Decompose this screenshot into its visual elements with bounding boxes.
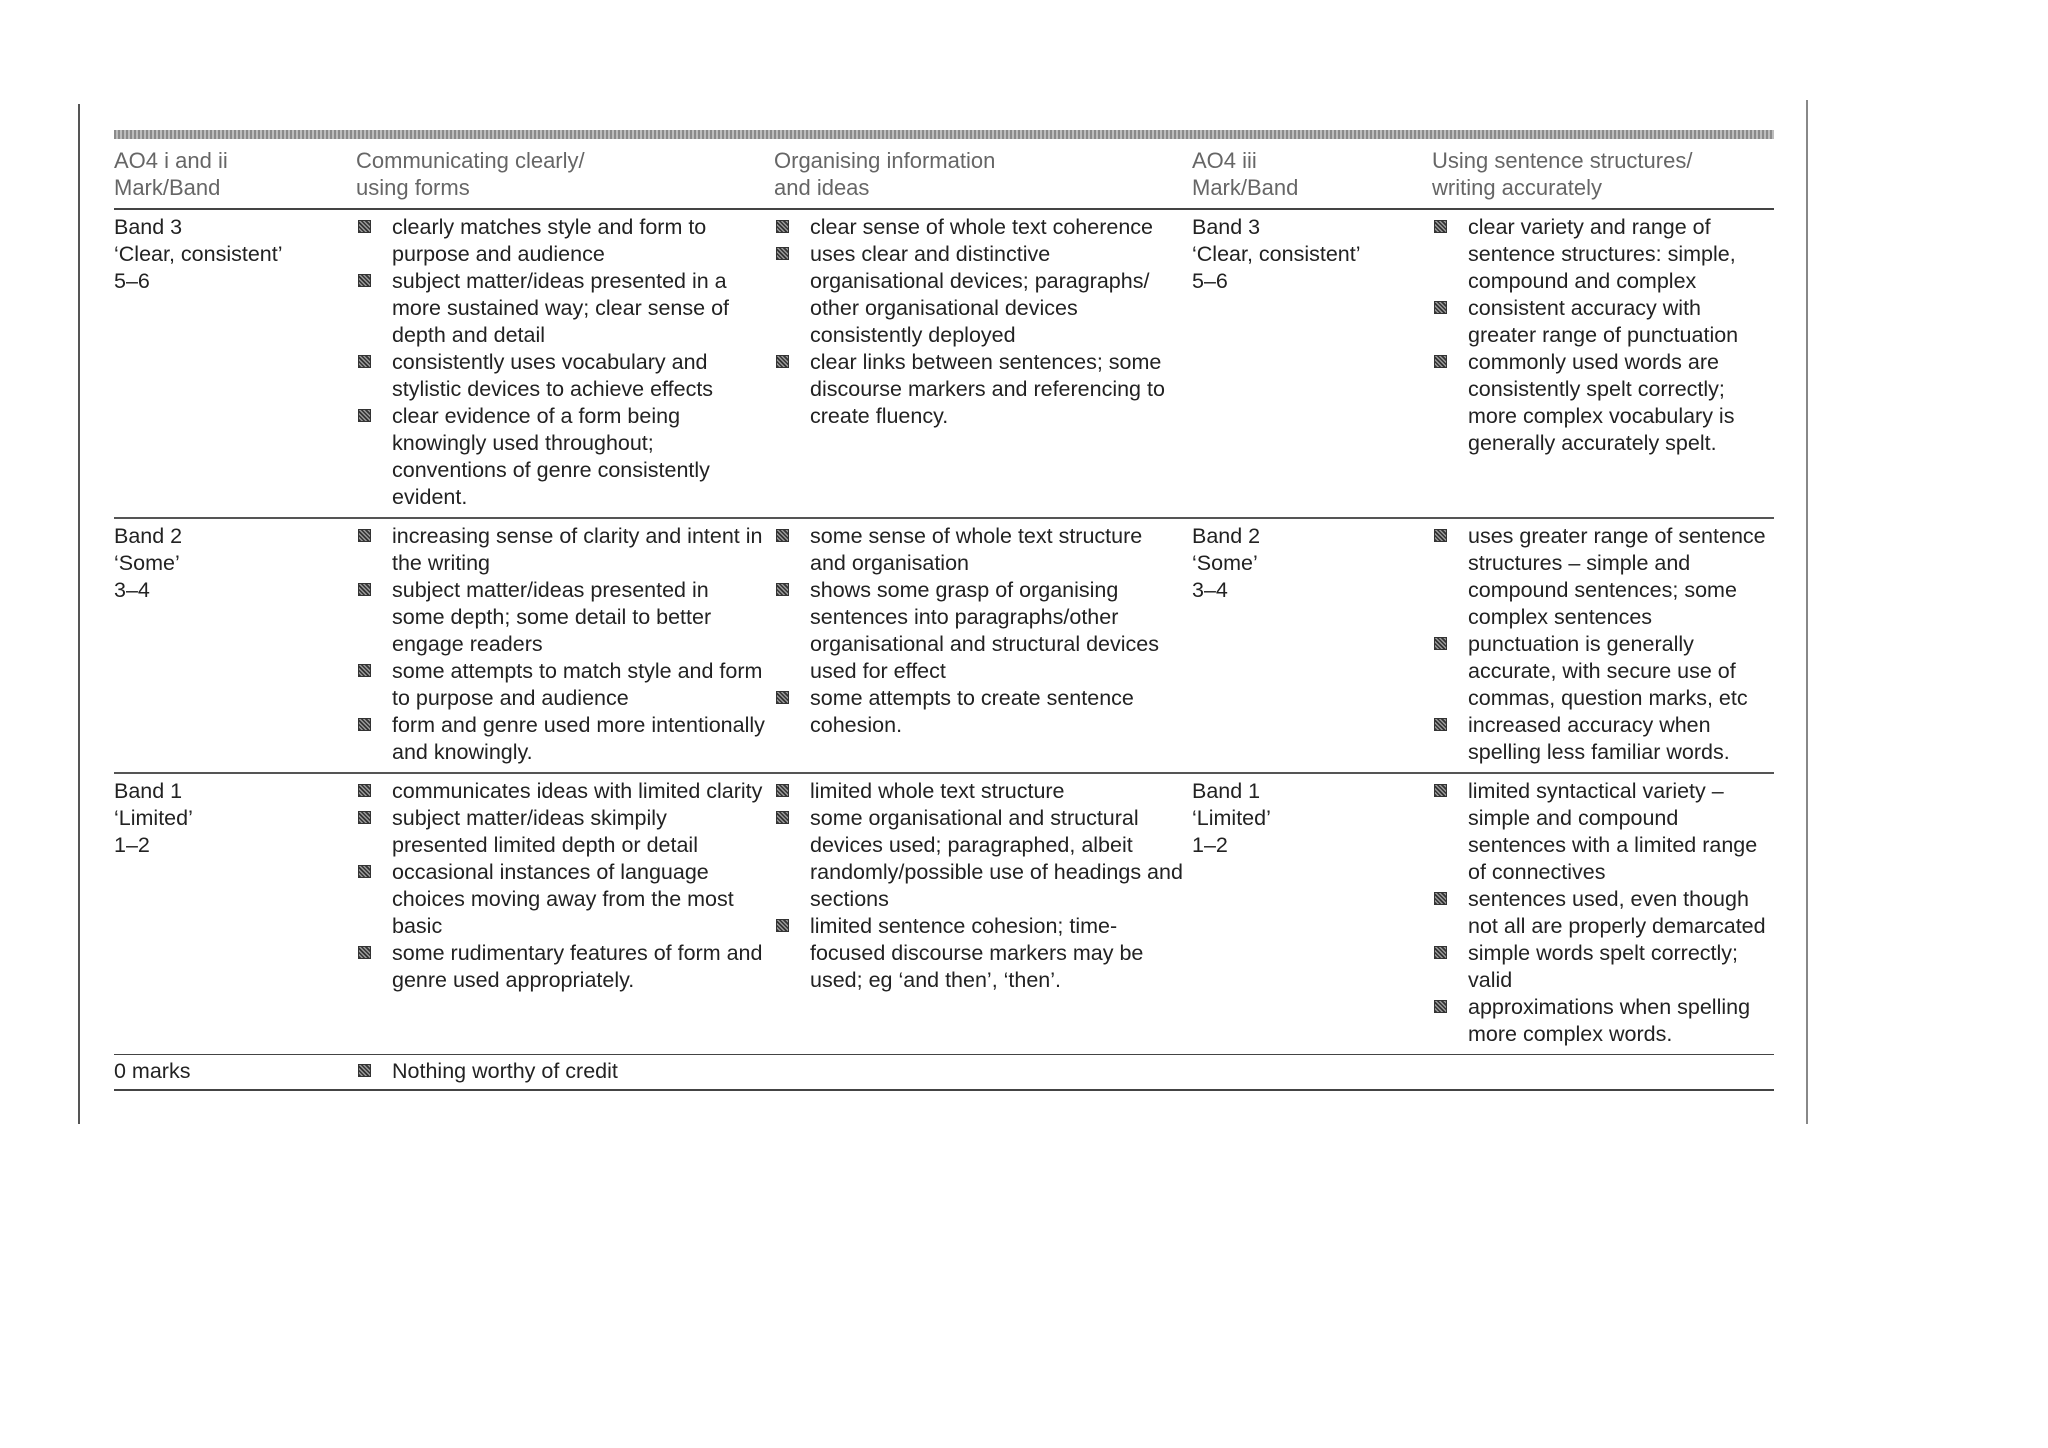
hatched-square-bullet-icon — [358, 784, 371, 797]
criterion-text: punctuation is generally accurate, with secure use of commas, question marks, etc — [1468, 632, 1748, 710]
band-mark-cell-ao4iii — [1192, 209, 1432, 518]
list-item — [1432, 778, 1766, 886]
hatched-square-bullet-icon — [358, 529, 371, 542]
criterion-text: clear links between sentences; some discourse markers and referencing to create fluency. — [810, 350, 1165, 428]
hatched-square-bullet-icon — [1434, 718, 1447, 731]
hatched-square-bullet-icon — [358, 220, 371, 233]
criterion-text: some attempts to create sentence cohesion. — [810, 686, 1134, 737]
criterion-text: limited syntactical variety – simple and compound sentences with a limited range of connectives — [1468, 779, 1758, 884]
hatched-square-bullet-icon — [776, 247, 789, 260]
band-row — [114, 518, 1774, 773]
hatched-square-bullet-icon — [1434, 637, 1447, 650]
header-communicating: Communicating clearly/ using forms — [356, 141, 774, 209]
criterion-text: clear evidence of a form being knowingly used throughout; conventions of genre consistently evident. — [392, 404, 710, 509]
criterion-text: some sense of whole text structure and organisation — [810, 524, 1143, 575]
band-mark-cell-ao4iii — [1192, 518, 1432, 773]
left-margin-rule — [78, 104, 80, 1124]
band-mark-line: ‘Clear, consistent’ — [1192, 242, 1361, 266]
list-item — [356, 940, 766, 994]
hatched-square-bullet-icon — [358, 355, 371, 368]
hatched-square-bullet-icon — [358, 811, 371, 824]
list-item — [774, 214, 1184, 241]
hatched-square-bullet-icon — [1434, 355, 1447, 368]
criterion-text: clearly matches style and form to purpose and audience — [392, 215, 707, 266]
list-item — [1432, 940, 1766, 994]
hatched-square-bullet-icon — [358, 583, 371, 596]
criterion-text: subject matter/ideas presented in a more sustained way; clear sense of depth and detail — [392, 269, 729, 347]
list-item — [774, 349, 1184, 430]
organising-cell — [774, 773, 1192, 1055]
criteria-list — [1432, 778, 1766, 1048]
communicating-cell — [356, 518, 774, 773]
list-item — [356, 577, 766, 658]
list-item — [774, 577, 1184, 685]
hatched-square-bullet-icon — [358, 946, 371, 959]
band-mark-line: ‘Limited’ — [114, 806, 193, 830]
band-mark-line: ‘Limited’ — [1192, 806, 1271, 830]
criterion-text: uses clear and distinctive organisational devices; paragraphs/ other organisational devices consistently deployed — [810, 242, 1150, 347]
criteria-list — [356, 214, 766, 511]
band-row — [114, 773, 1774, 1055]
criterion-text: clear variety and range of sentence structures: simple, compound and complex — [1468, 215, 1736, 293]
hatched-square-bullet-icon — [358, 1064, 371, 1077]
band-row — [114, 209, 1774, 518]
marking-grid-table — [114, 141, 1774, 1091]
list-item — [356, 712, 766, 766]
right-margin-rule — [1806, 100, 1808, 1124]
criterion-text: communicates ideas with limited clarity — [392, 779, 763, 803]
criteria-list — [356, 778, 766, 994]
list-item — [1432, 523, 1766, 631]
list-item — [356, 349, 766, 403]
list-item — [356, 214, 766, 268]
band-mark-cell — [114, 518, 356, 773]
hatched-square-bullet-icon — [776, 355, 789, 368]
band-mark-cell-ao4iii — [1192, 773, 1432, 1055]
hatched-square-bullet-icon — [358, 664, 371, 677]
hatched-square-bullet-icon — [776, 919, 789, 932]
band-mark-line: ‘Some’ — [1192, 551, 1258, 575]
list-item — [356, 658, 766, 712]
criterion-text: consistent accuracy with greater range of punctuation — [1468, 296, 1739, 347]
hatched-square-bullet-icon — [358, 274, 371, 287]
sentences-cell — [1432, 773, 1774, 1055]
list-item — [1432, 994, 1766, 1048]
hatched-square-bullet-icon — [1434, 301, 1447, 314]
band-mark-cell — [114, 209, 356, 518]
list-item — [1432, 214, 1766, 295]
criterion-text: subject matter/ideas presented in some depth; some detail to better engage readers — [392, 578, 712, 656]
organising-cell — [774, 209, 1192, 518]
header-ao4-iii: AO4 iii Mark/Band — [1192, 141, 1432, 209]
criterion-text: occasional instances of language choices moving away from the most basic — [392, 860, 734, 938]
criterion-text: approximations when spelling more complex words. — [1468, 995, 1751, 1046]
criterion-text: uses greater range of sentence structures – simple and compound sentences; some complex sentences — [1468, 524, 1766, 629]
criterion-text: limited sentence cohesion; time-focused discourse markers may be used; eg ‘and then’, ‘then’. — [810, 914, 1144, 992]
hatched-square-bullet-icon — [358, 409, 371, 422]
band-mark-line: Band 2 — [1192, 524, 1261, 548]
header-row — [114, 141, 1774, 209]
list-item — [356, 805, 766, 859]
hatched-square-bullet-icon — [776, 220, 789, 233]
list-item — [774, 778, 1184, 805]
band-mark-line: Band 2 — [114, 524, 183, 548]
list-item — [774, 685, 1184, 739]
zero-marks-row — [114, 1055, 1774, 1091]
band-mark-line: 5–6 — [1192, 269, 1228, 293]
criteria-list — [774, 778, 1184, 994]
band-mark-line: ‘Clear, consistent’ — [114, 242, 283, 266]
band-mark-line: 3–4 — [1192, 578, 1228, 602]
band-mark-cell — [114, 773, 356, 1055]
hatched-square-bullet-icon — [1434, 529, 1447, 542]
communicating-cell — [356, 773, 774, 1055]
list-item — [356, 778, 766, 805]
list-item — [774, 805, 1184, 913]
hatched-square-bullet-icon — [776, 811, 789, 824]
hatched-square-bullet-icon — [776, 583, 789, 596]
header-ao4-i-ii: AO4 i and ii Mark/Band — [114, 141, 356, 209]
communicating-cell — [356, 209, 774, 518]
criterion-text: some organisational and structural devices used; paragraphed, albeit randomly/possible use of headings and sections — [810, 806, 1183, 911]
criterion-text: some attempts to match style and form to purpose and audience — [392, 659, 763, 710]
band-mark-line: 1–2 — [1192, 833, 1228, 857]
list-item — [1432, 349, 1766, 457]
list-item — [356, 268, 766, 349]
criterion-text: form and genre used more intentionally and knowingly. — [392, 713, 765, 764]
criterion-text: increasing sense of clarity and intent in the writing — [392, 524, 763, 575]
hatched-square-bullet-icon — [776, 691, 789, 704]
criteria-list — [1432, 523, 1766, 766]
list-item: Nothing worthy of credit — [356, 1058, 1766, 1085]
hatched-square-bullet-icon — [1434, 892, 1447, 905]
list-item — [1432, 295, 1766, 349]
criterion-text: simple words spelt correctly; valid — [1468, 941, 1739, 992]
criterion-text: some rudimentary features of form and genre used appropriately. — [392, 941, 763, 992]
criteria-list — [356, 523, 766, 766]
hatched-square-bullet-icon — [1434, 220, 1447, 233]
list-item — [356, 523, 766, 577]
header-organising: Organising information and ideas — [774, 141, 1192, 209]
list-item — [774, 241, 1184, 349]
criterion-text: increased accuracy when spelling less familiar words. — [1468, 713, 1730, 764]
criteria-list — [1432, 214, 1766, 457]
criterion-text: consistently uses vocabulary and stylistic devices to achieve effects — [392, 350, 714, 401]
table-top-bar — [114, 130, 1774, 139]
criterion-text: shows some grasp of organising sentences into paragraphs/other organisational and structural devices used for effect — [810, 578, 1159, 683]
criterion-text: subject matter/ideas skimpily presented limited depth or detail — [392, 806, 698, 857]
list-item — [356, 403, 766, 511]
band-mark-line: Band 3 — [1192, 215, 1261, 239]
criterion-text: clear sense of whole text coherence — [810, 215, 1154, 239]
band-mark-line: Band 1 — [1192, 779, 1261, 803]
criteria-list — [774, 214, 1184, 430]
band-mark-line: Band 3 — [114, 215, 183, 239]
sentences-cell — [1432, 518, 1774, 773]
hatched-square-bullet-icon — [358, 718, 371, 731]
band-mark-line: 3–4 — [114, 578, 150, 602]
criterion-text: limited whole text structure — [810, 779, 1065, 803]
sentences-cell — [1432, 209, 1774, 518]
list-item — [356, 859, 766, 940]
hatched-square-bullet-icon — [1434, 784, 1447, 797]
hatched-square-bullet-icon — [358, 865, 371, 878]
hatched-square-bullet-icon — [776, 529, 789, 542]
band-mark-line: ‘Some’ — [114, 551, 180, 575]
band-mark-line: 1–2 — [114, 833, 150, 857]
hatched-square-bullet-icon — [1434, 1000, 1447, 1013]
criteria-list — [774, 523, 1184, 739]
list-item — [1432, 712, 1766, 766]
band-mark-line: Band 1 — [114, 779, 183, 803]
criterion-text: sentences used, even though not all are properly demarcated — [1468, 887, 1766, 938]
criterion-text: commonly used words are consistently spelt correctly; more complex vocabulary is generally accurately spelt. — [1468, 350, 1735, 455]
header-sentence-structures: Using sentence structures/ writing accurately — [1432, 141, 1774, 209]
list-item — [1432, 631, 1766, 712]
list-item — [774, 523, 1184, 577]
list-item — [1432, 886, 1766, 940]
zero-marks-criteria — [356, 1055, 1774, 1091]
list-item — [774, 913, 1184, 994]
hatched-square-bullet-icon — [776, 784, 789, 797]
organising-cell — [774, 518, 1192, 773]
hatched-square-bullet-icon — [1434, 946, 1447, 959]
zero-marks-label: 0 marks — [114, 1055, 356, 1091]
band-mark-line: 5–6 — [114, 269, 150, 293]
